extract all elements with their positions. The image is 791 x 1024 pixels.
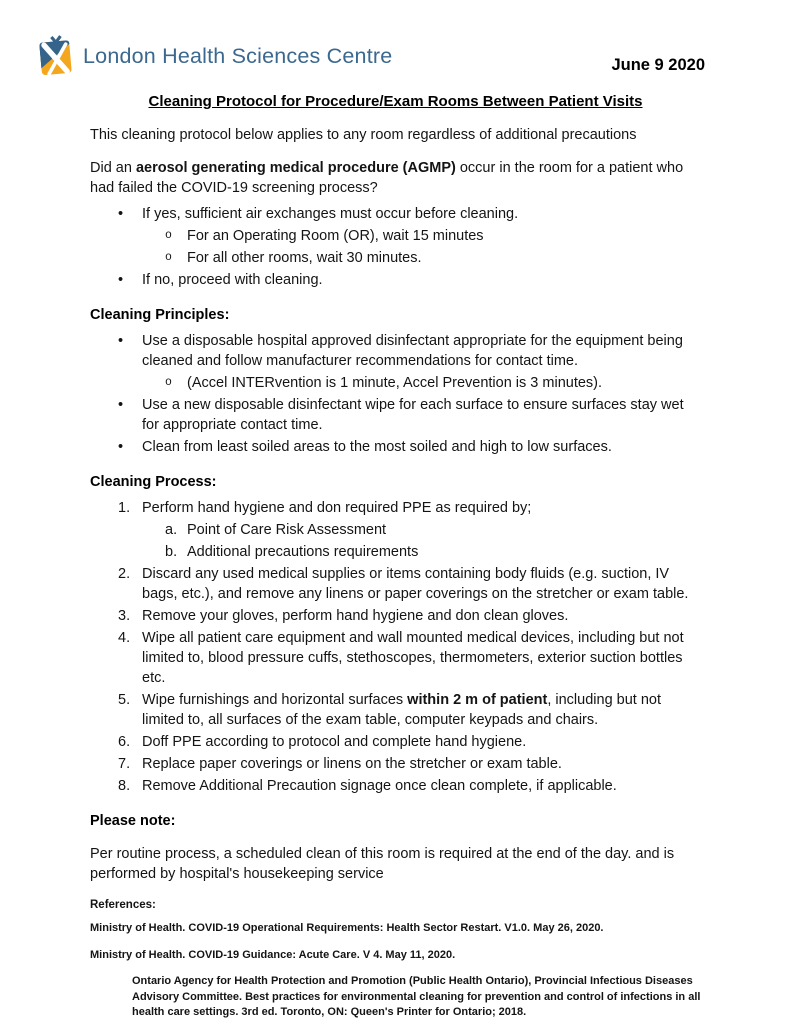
list-item-if-no: • If no, proceed with cleaning. [118, 272, 323, 288]
cleaning-principles-list [90, 331, 701, 457]
number-marker: 8. [118, 778, 131, 794]
lhsc-logo [36, 34, 392, 78]
agmp-question-suffix: occur in the room for a patient who had failed the COVID-19 screening process? [90, 160, 684, 196]
list-item-other-rooms-wait: o For all other rooms, wait 30 minutes. [165, 250, 422, 266]
process-step-6: 6. Doff PPE according to protocol and complete hand hygiene. [118, 734, 527, 750]
document-body [0, 91, 791, 1021]
step-5-bold: within 2 m of patient [407, 692, 548, 708]
process-step-2: 2. Discard any used medical supplies or items containing body fluids (e.g. suction, IV bags, etc.), and remove any linens or paper coverings on the stretcher or exam table. [118, 566, 689, 602]
circle-bullet-marker: o [165, 251, 172, 264]
list-item-if-yes: • If yes, sufficient air exchanges must occur before cleaning. [118, 206, 519, 222]
agmp-answer-list [90, 204, 701, 290]
step-5-prefix: Wipe furnishings and horizontal surfaces [142, 692, 408, 708]
process-step-8: 8. Remove Additional Precaution signage once clean complete, if applicable. [118, 778, 617, 794]
intro-paragraph: This cleaning protocol below applies to any room regardless of additional precautions [90, 127, 637, 143]
agmp-question-bold: aerosol generating medical procedure (AGMP) [135, 160, 456, 176]
number-marker: 1. [118, 500, 131, 516]
cleaning-principles-heading: Cleaning Principles: [90, 307, 230, 323]
letter-marker: a. [165, 522, 178, 538]
number-marker: 2. [118, 566, 131, 582]
document-header [0, 34, 791, 82]
list-item-operating-room-wait: o For an Operating Room (OR), wait 15 minutes [165, 228, 484, 244]
number-marker: 3. [118, 608, 131, 624]
number-marker: 4. [118, 630, 131, 646]
process-step-1b: b. Additional precautions requirements [165, 544, 419, 560]
list-item-disinfectant: • Use a disposable hospital approved disinfectant appropriate for the equipment being cleaned and follow manufacturer recommendations for contact time. [118, 333, 683, 369]
process-step-5 [90, 690, 701, 730]
reference-2: Ministry of Health. COVID-19 Guidance: Acute Care. V 4. May 11, 2020. [90, 948, 456, 961]
number-marker: 5. [118, 692, 131, 708]
bullet-marker: • [118, 272, 124, 288]
list-item-accel-times: o (Accel INTERvention is 1 minute, Accel Prevention is 3 minutes). [165, 375, 603, 391]
process-step-3: 3. Remove your gloves, perform hand hygiene and don clean gloves. [118, 608, 569, 624]
reference-1: Ministry of Health. COVID-19 Operational Requirements: Health Sector Restart. V1.0. May 26, 2020. [90, 922, 604, 934]
process-step-1a: a. Point of Care Risk Assessment [165, 522, 387, 538]
number-marker: 7. [118, 756, 131, 772]
document-title: Cleaning Protocol for Procedure/Exam Rooms Between Patient Visits [148, 93, 643, 110]
spacer [90, 913, 701, 921]
circle-bullet-marker: o [165, 376, 172, 389]
please-note-paragraph: Per routine process, a scheduled clean of this room is required at the end of the day. and is performed by hospital's housekeeping service [90, 846, 675, 882]
number-marker: 6. [118, 734, 131, 750]
list-item-new-wipe: • Use a new disposable disinfectant wipe for each surface to ensure surfaces stay wet for appropriate contact time. [118, 397, 684, 433]
document-date: June 9 2020 [611, 56, 705, 74]
circle-bullet-marker: o [165, 229, 172, 242]
agmp-question-paragraph [90, 158, 701, 198]
bullet-marker: • [118, 333, 124, 349]
reference-3: Ontario Agency for Health Protection and Promotion (Public Health Ontario), Provincial Infectious Diseases Advisory Committee. Best practices for environmental cleaning for prevention and control of infections in all health care settings. 3rd ed. Toronto, ON: Queen's Printer for Ontario; 2018. [132, 975, 701, 1018]
bullet-marker: • [118, 397, 124, 413]
references-section [90, 898, 701, 1021]
please-note-heading: Please note: [90, 813, 176, 829]
step-5-suffix: , including but not limited to, all surfaces of the exam table, computer keypads and chairs. [142, 692, 662, 728]
agmp-question-prefix: Did an [90, 160, 136, 176]
process-step-1: 1. Perform hand hygiene and don required PPE as required by; [118, 500, 532, 516]
letter-marker: b. [165, 544, 178, 560]
process-step-7: 7. Replace paper coverings or linens on the stretcher or exam table. [118, 756, 562, 772]
cleaning-process-heading: Cleaning Process: [90, 474, 217, 490]
lhsc-logo-icon [36, 34, 74, 78]
list-item-clean-order: • Clean from least soiled areas to the most soiled and high to low surfaces. [118, 439, 612, 455]
bullet-marker: • [118, 439, 124, 455]
lhsc-logo-wordmark: London Health Sciences Centre [83, 43, 393, 68]
bullet-marker: • [118, 206, 124, 222]
references-heading: References: [90, 899, 156, 911]
cleaning-process-list [90, 498, 701, 796]
process-step-4: 4. Wipe all patient care equipment and wall mounted medical devices, including but not limited to, blood pressure cuffs, stethoscopes, thermometers, exterior suction bottles etc. [118, 630, 684, 686]
